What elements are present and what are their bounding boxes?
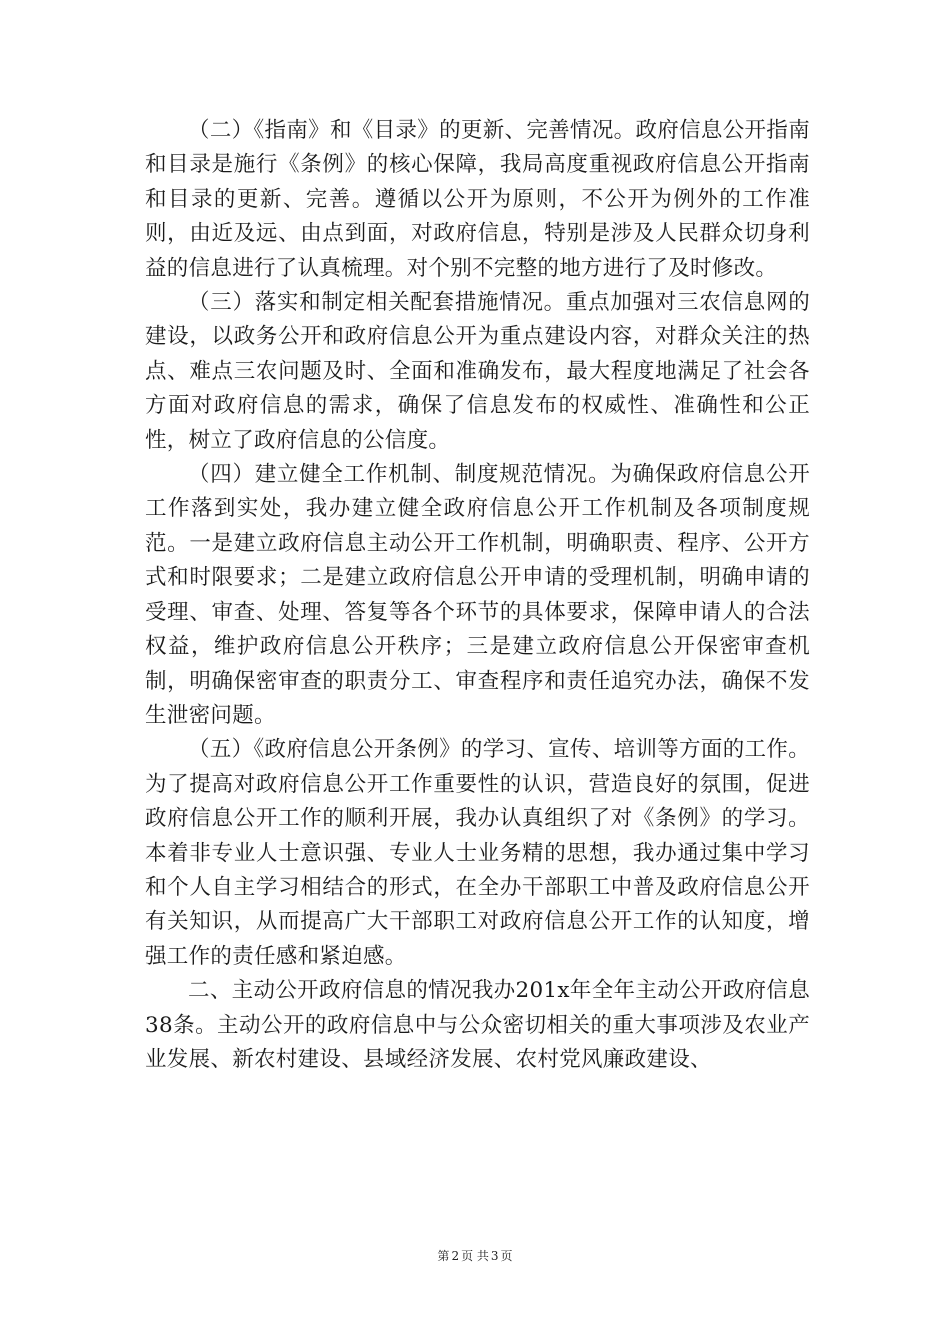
total-pages-number: 3 bbox=[490, 1249, 499, 1263]
paragraph-supporting-measures: （三）落实和制定相关配套措施情况。重点加强对三农信息网的建设，以政务公开和政府信息公开为重点建设内容，对群众关注的热点、难点三农问题及时、全面和准确发布，最大程度地满足了社会各方面对政府信息的需求，确保了信息发布的权威性、准确性和公正性，树立了政府信息的公信度。 bbox=[145, 290, 810, 453]
paragraph-proactive-disclosure: 二、主动公开政府信息的情况我办201x年全年主动公开政府信息38条。主动公开的政府信息中与公众密切相关的重大事项涉及农业产业发展、新农村建设、县域经济发展、农村党风廉政建设、 bbox=[145, 978, 810, 1072]
footer-middle: 页 共 bbox=[461, 1249, 489, 1263]
paragraph-regulation-training: （五）《政府信息公开条例》的学习、宣传、培训等方面的工作。为了提高对政府信息公开工作重要性的认识，营造良好的氛围，促进政府信息公开工作的顺利开展，我办认真组织了对《条例》的学习。本着非专业人士意识强、专业人士业务精的思想，我办通过集中学习和个人自主学习相结合的形式，在全办干部职工中普及政府信息公开有关知识，从而提高广大干部职工对政府信息公开工作的认知度，增强工作的责任感和紧迫感。 bbox=[145, 737, 810, 969]
footer-suffix: 页 bbox=[500, 1249, 513, 1263]
current-page-number: 2 bbox=[451, 1249, 460, 1263]
document-body bbox=[145, 114, 810, 1077]
paragraph-guide-catalog-update: （二）《指南》和《目录》的更新、完善情况。政府信息公开指南和目录是施行《条例》的核心保障，我局高度重视政府信息公开指南和目录的更新、完善。遵循以公开为原则，不公开为例外的工作准则，由近及远、由点到面，对政府信息，特别是涉及人民群众切身利益的信息进行了认真梳理。对个别不完整的地方进行了及时修改。 bbox=[145, 118, 810, 281]
paragraph-work-mechanisms: （四）建立健全工作机制、制度规范情况。为确保政府信息公开工作落到实处，我办建立健全政府信息公开工作机制及各项制度规范。一是建立政府信息主动公开工作机制，明确职责、程序、公开方式和时限要求；二是建立政府信息公开申请的受理机制，明确申请的受理、审查、处理、答复等各个环节的具体要求，保障申请人的合法权益，维护政府信息公开秩序；三是建立政府信息公开保密审查机制，明确保密审查的职责分工、审查程序和责任追究办法，确保不发生泄密问题。 bbox=[145, 462, 810, 728]
page-footer bbox=[0, 1247, 950, 1264]
footer-prefix: 第 bbox=[437, 1249, 450, 1263]
